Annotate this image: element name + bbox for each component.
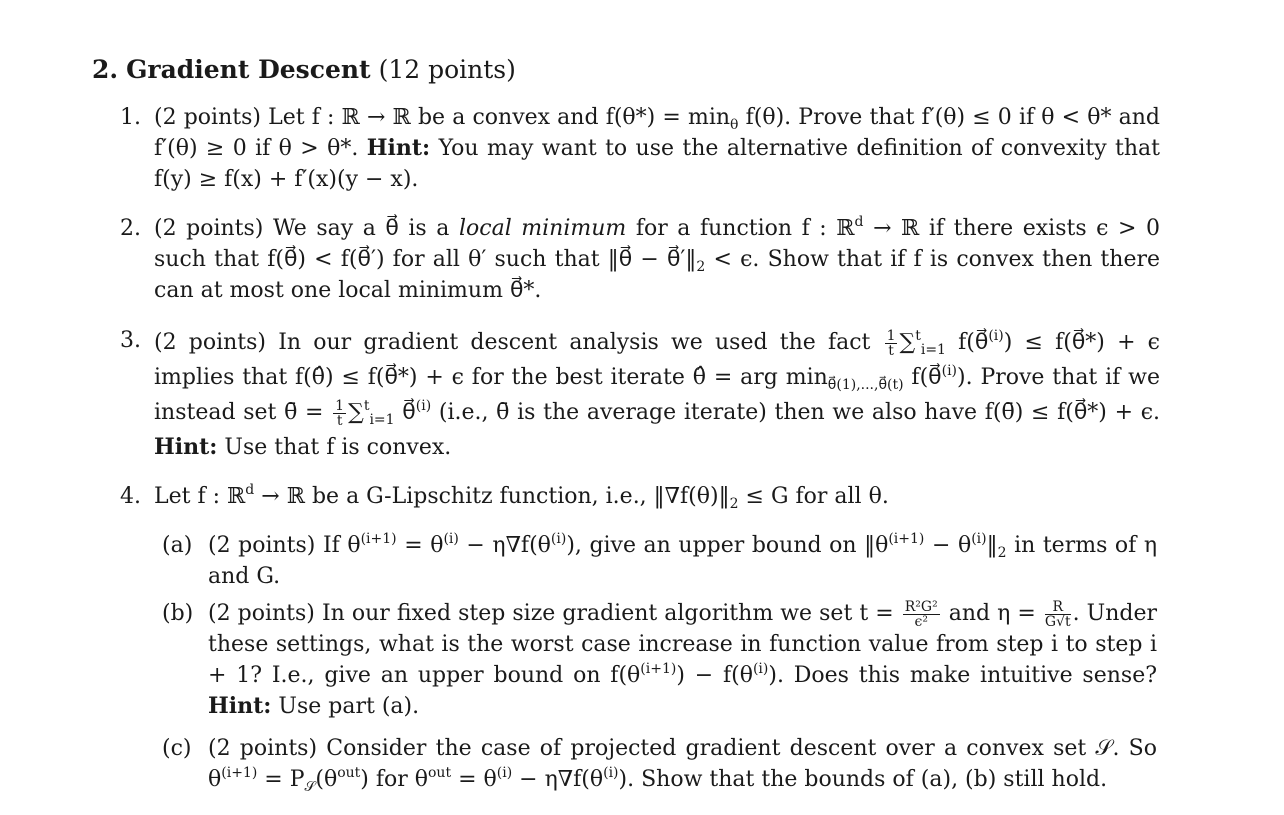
- iterate-superscript: (i): [988, 328, 1004, 344]
- iterate-superscript: (i): [550, 531, 567, 547]
- section-heading: [92, 54, 516, 85]
- problem-text: < ϵ. Show that if f is convex then there can at most one local minimum θ⃗*.: [154, 247, 1160, 303]
- iterate-superscript: (i): [752, 661, 769, 677]
- subpart-text: . Under these settings, what is the worst case increase in function value from step i to step i + 1? I.e., give an upper bound on f(θ: [208, 601, 1158, 688]
- problem-points: (2 points): [154, 330, 267, 355]
- fraction-denominator: t: [336, 412, 343, 429]
- subpart-text: ). Does this make intuitive sense?: [768, 663, 1158, 688]
- fraction-eta: [1045, 600, 1071, 629]
- fraction-denominator: G√t: [1044, 613, 1071, 630]
- problem-number: 4.: [120, 484, 141, 509]
- sum-symbol: ∑: [348, 400, 364, 425]
- problem-1: [120, 102, 1160, 195]
- subpart-c: [162, 733, 1157, 795]
- subpart-label: (b): [162, 601, 194, 626]
- problem-text: ) ≤ f(θ⃗*) + ϵ implies that f(θ̂) ≤ f(θ⃗*) + ϵ for the best iterate θ̂ = arg min: [154, 330, 1161, 390]
- out-superscript: out: [428, 765, 452, 781]
- subpart-label: (a): [162, 533, 193, 558]
- fraction-numerator: R: [1045, 600, 1071, 615]
- fraction-one-over-t: [333, 399, 346, 428]
- problem-text: ). Prove that if we instead set θ̄ =: [154, 365, 1161, 425]
- problem-text: f(θ⃗: [958, 330, 989, 355]
- fraction-t: [903, 600, 940, 629]
- subpart-points: (2 points): [208, 533, 316, 558]
- subpart-text: If θ: [322, 533, 361, 558]
- problem-number: 3.: [120, 328, 141, 353]
- iterate-superscript: (i): [496, 765, 513, 781]
- problem-text: In our gradient descent analysis we used the fact: [278, 330, 871, 355]
- norm-subscript: 2: [696, 259, 706, 275]
- iterate-superscript: (i): [415, 398, 432, 414]
- problem-4: [120, 481, 1160, 512]
- iterate-superscript: (i+1): [888, 531, 925, 547]
- iterate-superscript: (i+1): [640, 661, 677, 677]
- iterate-superscript: (i): [941, 363, 958, 379]
- subpart-a: [162, 530, 1157, 592]
- problem-2: [120, 213, 1160, 306]
- iterate-superscript: (i+1): [360, 531, 397, 547]
- problem-body: [154, 325, 1160, 465]
- subpart-text: in terms of η and G.: [208, 533, 1158, 589]
- subpart-text: In our fixed step size gradient algorithm we set t =: [321, 601, 894, 626]
- min-subscript: θ: [730, 117, 739, 133]
- projection-subscript: 𝒮: [304, 779, 316, 795]
- section-points: (12 points): [378, 55, 516, 84]
- dimension-superscript: d: [854, 214, 864, 230]
- problem-text: f(θ). Prove that f′(θ) ≤ 0 if θ < θ* and f′(θ) ≥ 0 if θ > θ*.: [154, 105, 1160, 161]
- subpart-text: ) − f(θ: [676, 663, 753, 688]
- fraction-one-over-t: [885, 329, 898, 358]
- hint-text: Use that f is convex.: [224, 435, 452, 460]
- problem-text: for a function f : ℝ: [635, 216, 855, 241]
- problem-text: (i.e., θ̄ is the average iterate) then we also have f(θ̄) ≤ f(θ⃗*) + ϵ.: [438, 400, 1161, 425]
- problem-body: [154, 481, 1160, 512]
- problem-body: [154, 102, 1160, 195]
- subpart-b: [162, 598, 1157, 722]
- norm-subscript: 2: [729, 496, 739, 512]
- problem-text: f(θ⃗: [911, 365, 942, 390]
- subpart-text: ‖: [986, 533, 998, 558]
- subpart-points: (2 points): [208, 601, 315, 626]
- iterate-superscript: (i): [443, 531, 459, 547]
- problem-text: Let f : ℝ → ℝ be a convex and f(θ*) = min: [268, 105, 731, 130]
- sum-upper: t: [915, 328, 921, 344]
- problem-number: 1.: [120, 105, 141, 130]
- hint-label: Hint:: [154, 434, 218, 460]
- problem-text: θ⃗: [402, 400, 416, 425]
- fraction-numerator: 1: [886, 327, 896, 344]
- subpart-body: [208, 530, 1157, 592]
- sum-lower: i=1: [920, 342, 946, 358]
- problem-number: 2.: [120, 216, 141, 241]
- problem-points: (2 points): [154, 105, 261, 130]
- iterate-superscript: (i+1): [221, 765, 258, 781]
- sum-upper: t: [363, 398, 370, 414]
- fraction-denominator: t: [888, 342, 894, 359]
- subpart-body: [208, 733, 1157, 795]
- problem-text: ≤ G for all θ.: [745, 484, 889, 509]
- fraction-numerator: R²G²: [904, 598, 938, 615]
- emphasis-text: local minimum: [458, 216, 627, 241]
- fraction-numerator: 1: [335, 397, 345, 414]
- out-superscript: out: [337, 765, 361, 781]
- subpart-text: = θ: [404, 533, 444, 558]
- subpart-text: ) for θ: [360, 767, 428, 792]
- subpart-text: ). Show that the bounds of (a), (b) still hold.: [618, 767, 1108, 792]
- subpart-body: [208, 598, 1157, 722]
- subpart-text: = P: [264, 767, 305, 792]
- problem-points: (2 points): [154, 216, 264, 241]
- hint-text: You may want to use the alternative definition of convexity that f(y) ≥ f(x) + f′(x)(y − x).: [154, 136, 1161, 192]
- argmin-subscript: θ⃗(1),...,θ⃗(t): [827, 377, 904, 393]
- problem-body: [154, 213, 1160, 306]
- iterate-superscript: (i): [603, 765, 619, 781]
- hint-label: Hint:: [366, 135, 431, 161]
- iterate-superscript: (i): [971, 531, 987, 547]
- subpart-text: and η =: [948, 601, 1036, 626]
- sum-lower: i=1: [369, 412, 395, 428]
- section-number: 2.: [92, 55, 119, 84]
- subpart-points: (2 points): [208, 736, 318, 761]
- subpart-label: (c): [162, 736, 192, 761]
- fraction-denominator: ϵ²: [914, 613, 928, 630]
- problem-text: → ℝ if there exists ϵ > 0 such that f(θ⃗) < f(θ⃗′) for all θ′ such that ‖θ⃗ − θ⃗′‖: [154, 216, 1161, 272]
- subpart-text: = θ: [458, 767, 497, 792]
- subpart-text: − η∇f(θ: [519, 767, 604, 792]
- problem-text: Let f : ℝ: [154, 484, 246, 509]
- norm-subscript: 2: [997, 545, 1007, 561]
- sum-symbol: ∑: [899, 330, 916, 355]
- subpart-text: ), give an upper bound on ‖θ: [566, 533, 889, 558]
- hint-label: Hint:: [208, 693, 272, 719]
- subpart-text: − θ: [931, 533, 972, 558]
- problem-text: We say a θ⃗ is a: [272, 216, 450, 241]
- subpart-text: Consider the case of projected gradient descent over a convex set 𝒮. So θ: [208, 736, 1157, 792]
- subpart-text: (θ: [315, 767, 338, 792]
- problem-3: [120, 325, 1160, 465]
- dimension-superscript: d: [245, 482, 255, 498]
- subpart-text: − η∇f(θ: [466, 533, 551, 558]
- section-title: Gradient Descent: [126, 55, 371, 84]
- problem-text: → ℝ be a G-Lipschitz function, i.e., ‖∇f(θ)‖: [261, 484, 730, 509]
- hint-text: Use part (a).: [278, 694, 420, 719]
